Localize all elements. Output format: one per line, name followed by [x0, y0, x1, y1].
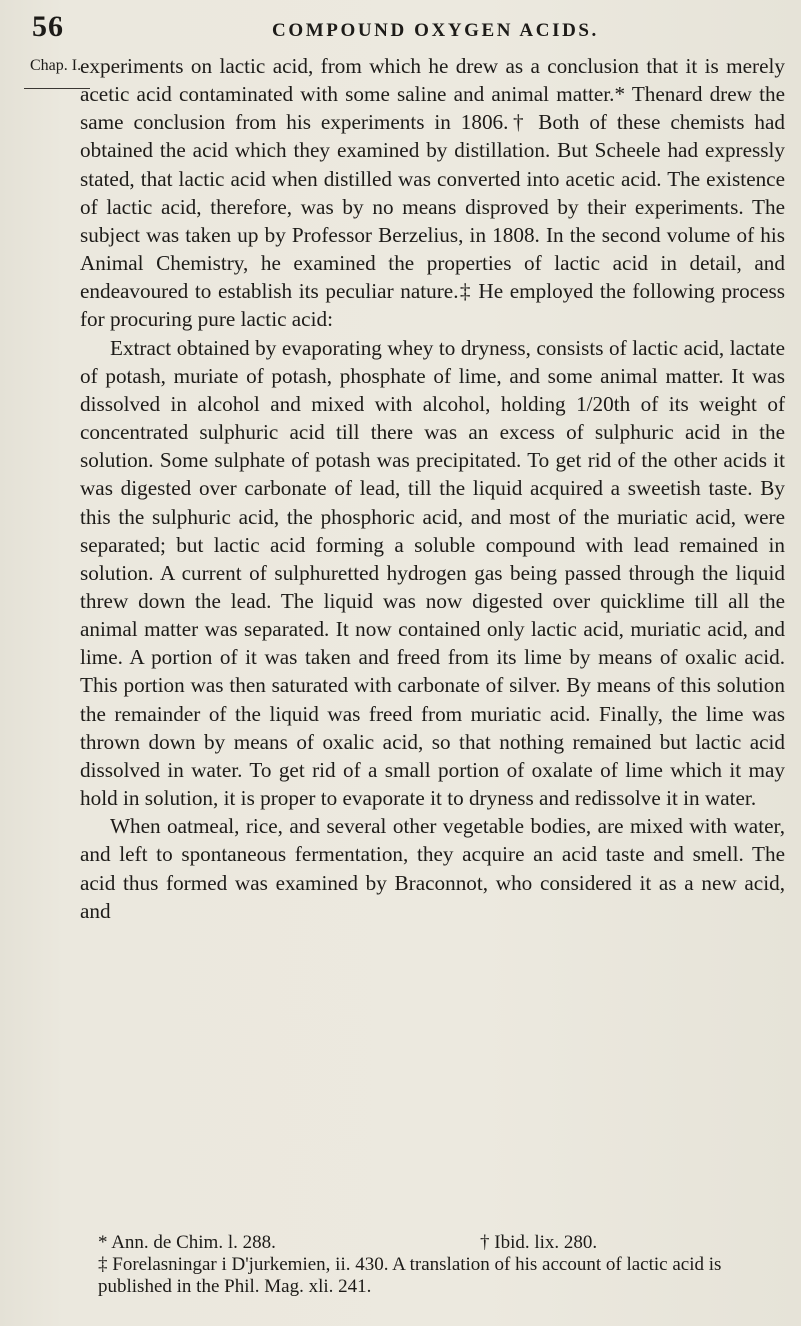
footnote-dagger: † Ibid. lix. 280. — [480, 1232, 598, 1253]
paragraph-process: Extract obtained by evaporating whey to dryness, consists of lactic acid, lactate of potash, muriate of potash, phosphate of lime, and some animal matter. It was dissolved in alcohol and mixed with alcohol, holding 1/20th of its weight of concentrated sulphuric acid till there was an excess of sulphuric acid in the solution. Some sulphate of potash was precipitated. To get rid of the other acids it was digested over carbonate of lead, till the liquid acquired a sweetish taste. By this the sulphuric acid, the phosphoric acid, and most of the muriatic acid, were separated; but lactic acid forming a soluble compound with lead remained in solution. A current of sulphuretted hydrogen gas being passed through the liquid threw down the lead. The liquid was now digested over quicklime till all the animal matter was separated. It now contained only lactic acid, muriatic acid, and lime. A portion of it was taken and freed from its lime by means of oxalic acid. This portion was then saturated with carbonate of silver. By means of this solution the remainder of the liquid was freed from muriatic acid. Finally, the lime was thrown down by means of oxalic acid, so that nothing remained but lactic acid dissolved in water. To get rid of a small portion of oxalate of lime which it may hold in solution, it is proper to evaporate it to dryness and redissolve it in water. — [80, 335, 785, 811]
page-header — [30, 10, 781, 50]
paragraph-oatmeal: When oatmeal, rice, and several other vegetable bodies, are mixed with water, and left to spontaneous fermentation, they acquire an acid taste and smell. The acid thus formed was examined by Braconnot, who considered it as a new acid, and — [80, 814, 785, 923]
running-title: COMPOUND OXYGEN ACIDS. — [272, 20, 599, 41]
paragraph-continuation: experiments on lactic acid, from which he drew as a conclusion that it is merely acetic acid contaminated with some saline and animal matter.* Thenard drew the same conclusion from his experiments in 1806.† Both of these chemists had obtained the acid which they examined by distillation. But Scheele had expressly stated, that lactic acid when distilled was converted into acetic acid. The existence of lactic acid, therefore, was by no means disproved by their experiments. The subject was taken up by Professor Berzelius, in 1808. In the second volume of his Animal Chemistry, he examined the properties of lactic acid in detail, and endeavoured to establish its peculiar nature.‡ He employed the following process for procuring pure lactic acid: — [80, 54, 785, 332]
footnotes — [80, 1232, 785, 1298]
footnote-row — [80, 1232, 785, 1254]
body-text — [80, 52, 785, 925]
chapter-label: Chap. I. — [30, 57, 82, 74]
footnote-double-dagger: ‡ Forelasningar i D'jurkemien, ii. 430. A translation of his account of lactic acid is published in the Phil. Mag. xli. 241. — [98, 1254, 722, 1297]
page-number: 56 — [32, 10, 64, 43]
footnote-star: * Ann. de Chim. l. 288. — [98, 1232, 276, 1253]
